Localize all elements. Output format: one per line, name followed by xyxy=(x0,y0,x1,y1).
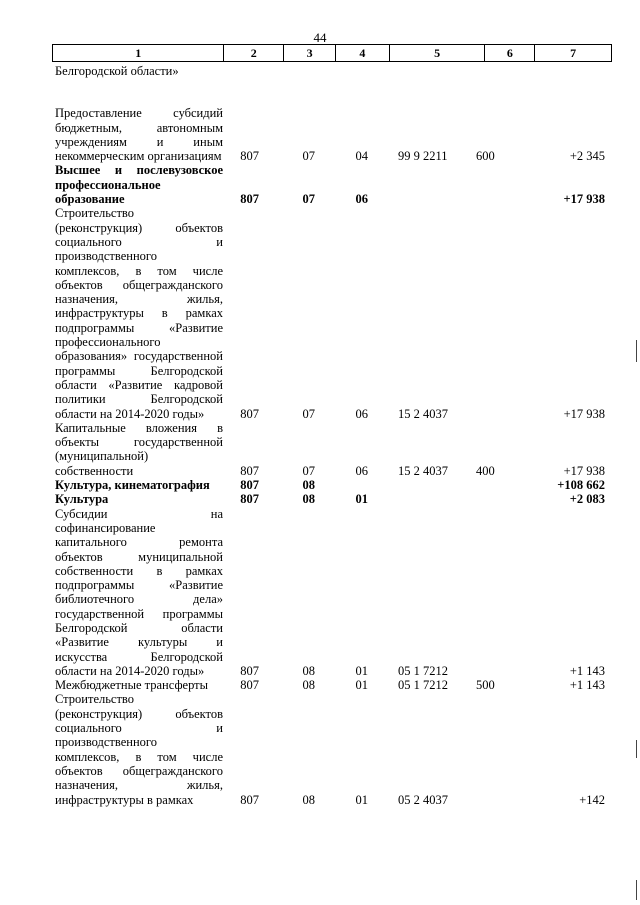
row-name: Высшее и послевузовское профессиональное образование xyxy=(55,163,223,207)
row-target-article: 15 2 4037 xyxy=(398,406,448,421)
header-col-6: 6 xyxy=(485,45,535,61)
row-section: 07 xyxy=(302,149,315,164)
row-name: Культура, кинематография xyxy=(55,478,210,493)
table-row xyxy=(55,678,615,692)
row-ministry-code: 807 xyxy=(240,492,259,507)
row-subsection: 01 xyxy=(355,792,368,807)
row-amount: +142 xyxy=(579,792,605,807)
scan-edge-mark xyxy=(636,740,637,758)
row-name: Субсидии на софинансирование капитального ремонта объектов муниципальной собственности в рамках подпрограммы «Развитие библиотечного дела» государственной программы Белгородской области «Развитие культуры и искусства Белгородской области на 2014-2020 годы» xyxy=(55,506,223,678)
row-section: 07 xyxy=(302,192,315,207)
row-ministry-code: 807 xyxy=(240,192,259,207)
table-row xyxy=(55,64,615,78)
row-expense-type: 500 xyxy=(476,678,495,693)
row-name: Строительство (реконструкция) объектов социального и производственного комплексов, в том числе объектов общегражданского назначения, жилья, инфраструктуры в рамках подпрограммы «Развитие профессионального образования» государственной программы Белгородской области «Развитие кадровой политики Белгородской области на 2014-2020 годы» xyxy=(55,206,223,421)
row-amount: +17 938 xyxy=(563,463,605,478)
row-subsection: 01 xyxy=(355,678,368,693)
row-section: 08 xyxy=(302,478,315,493)
row-amount: +1 143 xyxy=(569,678,605,693)
header-col-7: 7 xyxy=(570,46,577,60)
row-expense-type: 600 xyxy=(476,149,495,164)
table-row xyxy=(55,478,615,492)
row-amount: +1 143 xyxy=(569,663,605,678)
row-ministry-code: 807 xyxy=(240,678,259,693)
row-section: 08 xyxy=(302,792,315,807)
row-subsection: 04 xyxy=(355,149,368,164)
header-col-4: 4 xyxy=(336,45,390,61)
header-col-2: 2 xyxy=(224,45,284,61)
row-ministry-code: 807 xyxy=(240,478,259,493)
row-subsection: 01 xyxy=(355,663,368,678)
row-subsection: 06 xyxy=(355,406,368,421)
table-row xyxy=(55,507,615,679)
header-col-1: 1 xyxy=(53,45,224,61)
table-row xyxy=(55,206,615,420)
row-section: 07 xyxy=(302,463,315,478)
row-target-article: 05 1 7212 xyxy=(398,663,448,678)
row-section: 08 xyxy=(302,678,315,693)
row-name: Предоставление субсидий бюджетным, автономным учреждениям и иным некоммерческим организациям xyxy=(55,106,223,164)
row-ministry-code: 807 xyxy=(240,463,259,478)
scan-edge-mark xyxy=(636,340,637,362)
row-name: Капитальные вложения в объекты государственной (муниципальной) собственности xyxy=(55,420,223,478)
row-expense-type: 400 xyxy=(476,463,495,478)
row-section: 07 xyxy=(302,406,315,421)
row-target-article: 15 2 4037 xyxy=(398,463,448,478)
row-target-article: 99 9 2211 xyxy=(398,149,448,164)
table-row xyxy=(55,421,615,478)
row-name: Белгородской области» xyxy=(55,64,179,78)
table-row xyxy=(55,492,615,506)
header-col-3: 3 xyxy=(284,45,336,61)
row-section: 08 xyxy=(302,492,315,507)
table-body xyxy=(55,64,615,807)
table-row xyxy=(55,106,615,163)
row-ministry-code: 807 xyxy=(240,663,259,678)
row-amount: +2 083 xyxy=(569,492,605,507)
scan-edge-mark xyxy=(636,880,637,900)
row-amount: +108 662 xyxy=(557,478,605,493)
row-amount: +17 938 xyxy=(563,192,605,207)
table-row xyxy=(55,692,615,806)
page-number: 44 xyxy=(313,30,327,45)
row-name: Межбюджетные трансферты xyxy=(55,678,209,693)
row-subsection: 01 xyxy=(355,492,368,507)
row-ministry-code: 807 xyxy=(240,149,259,164)
row-amount: +17 938 xyxy=(563,406,605,421)
row-ministry-code: 807 xyxy=(240,406,259,421)
row-target-article: 05 1 7212 xyxy=(398,678,448,693)
table-row xyxy=(55,163,615,206)
row-subsection: 06 xyxy=(355,192,368,207)
row-subsection: 06 xyxy=(355,463,368,478)
row-name: Строительство (реконструкция) объектов социального и производственного комплексов, в том числе объектов общегражданского назначения, жилья, инфраструктуры в рамках xyxy=(55,692,223,807)
row-ministry-code: 807 xyxy=(240,792,259,807)
row-target-article: 05 2 4037 xyxy=(398,792,448,807)
table-header xyxy=(52,44,612,62)
row-amount: +2 345 xyxy=(569,149,605,164)
row-section: 08 xyxy=(302,663,315,678)
header-col-5: 5 xyxy=(390,45,486,61)
row-name: Культура xyxy=(55,492,109,507)
